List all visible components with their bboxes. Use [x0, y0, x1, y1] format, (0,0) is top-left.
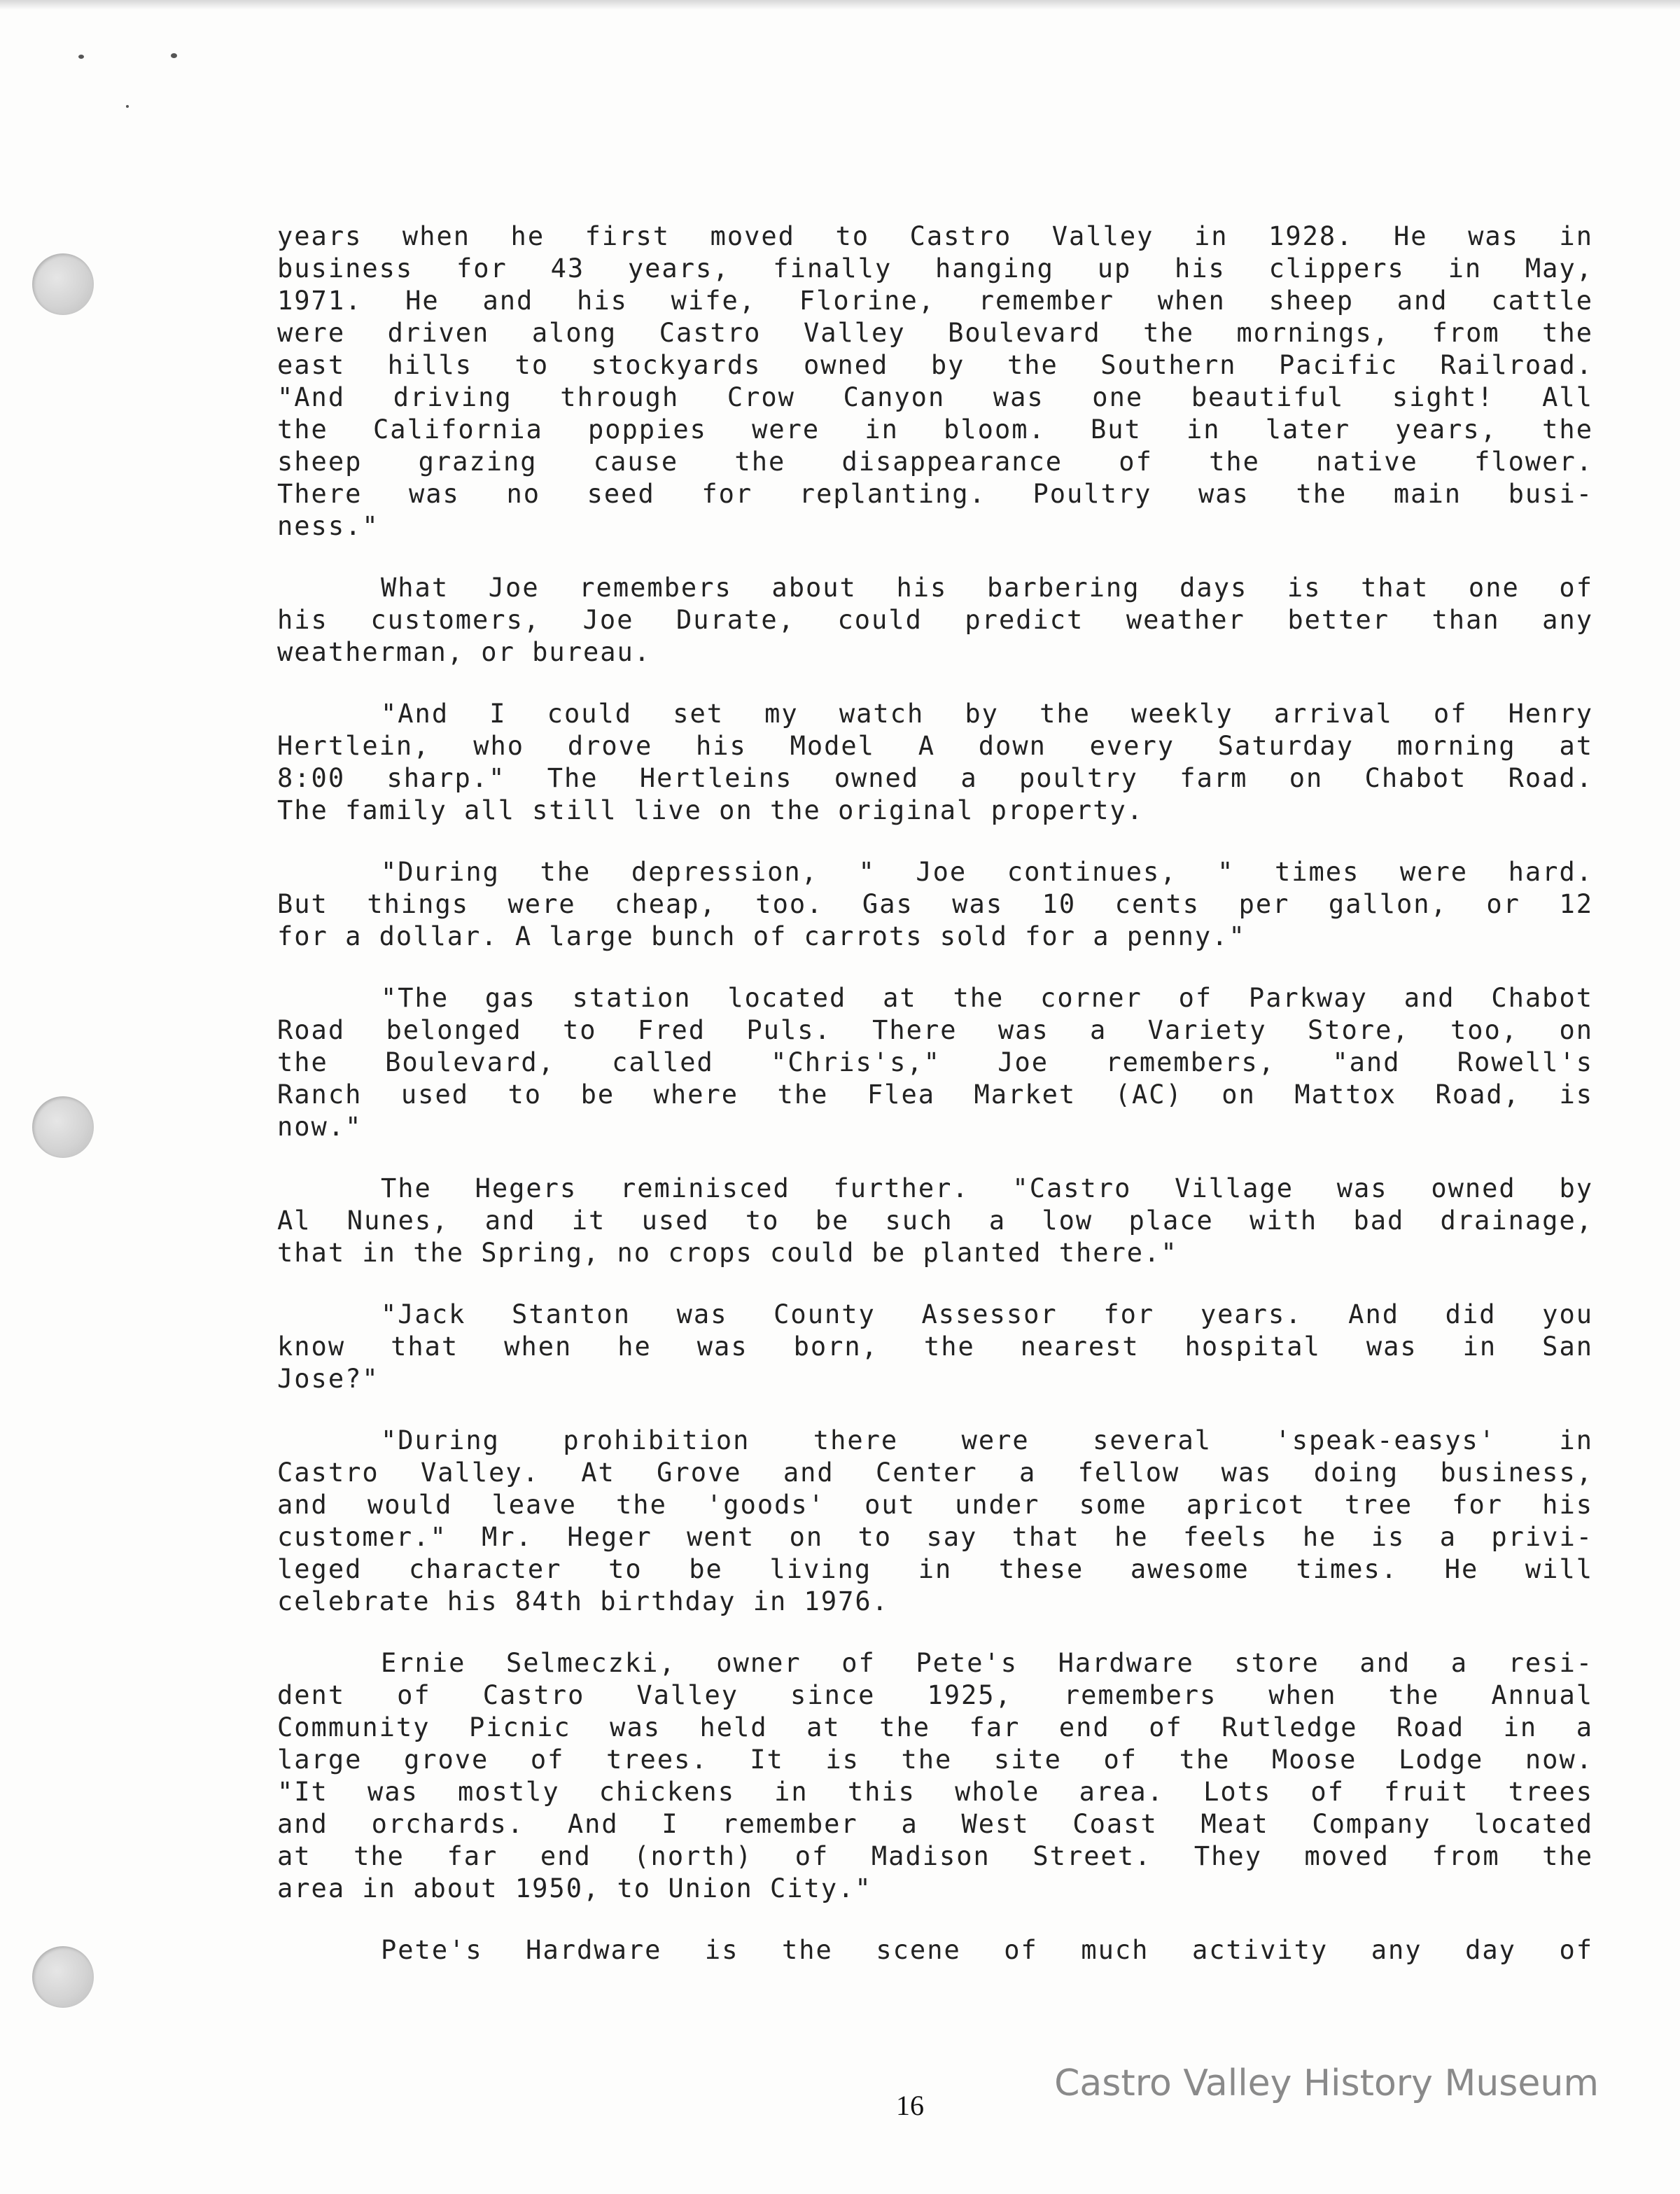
- text-line: leged character to be living in these awesome times. He will: [277, 1554, 1593, 1584]
- binder-hole-top: [32, 253, 94, 315]
- text-line: business for 43 years, finally hanging up his clippers in May,: [277, 253, 1593, 284]
- text-line: celebrate his 84th birthday in 1976.: [277, 1586, 889, 1616]
- paragraph-7: [277, 1299, 1593, 1395]
- text-line: What Joe remembers about his barbering days is that one of: [381, 573, 1593, 603]
- text-line: now.": [277, 1112, 363, 1142]
- text-line: dent of Castro Valley since 1925, remembers when the Annual: [277, 1680, 1593, 1710]
- text-line: area in about 1950, to Union City.": [277, 1873, 872, 1903]
- text-line: his customers, Joe Durate, could predict weather better than any: [277, 605, 1593, 635]
- text-line: There was no seed for replanting. Poultry was the main busi-: [277, 479, 1593, 509]
- scan-top-edge: [0, 0, 1680, 10]
- paragraph-3: [277, 698, 1593, 827]
- paragraph-4: [277, 856, 1593, 953]
- text-line: that in the Spring, no crops could be planted there.": [277, 1238, 1178, 1268]
- text-line: know that when he was born, the nearest hospital was in San: [277, 1332, 1593, 1362]
- binder-hole-bottom: [32, 1946, 94, 2008]
- text-line: But things were cheap, too. Gas was 10 cents per gallon, or 12: [277, 889, 1593, 919]
- scan-speck: [171, 53, 177, 58]
- page-number: 16: [896, 2090, 924, 2121]
- text-line: east hills to stockyards owned by the Southern Pacific Railroad.: [277, 350, 1593, 380]
- text-line: the California poppies were in bloom. But in later years, the: [277, 414, 1593, 445]
- text-line: weatherman, or bureau.: [277, 637, 652, 667]
- text-line: large grove of trees. It is the site of the Moose Lodge now.: [277, 1745, 1593, 1775]
- text-line: at the far end (north) of Madison Street. They moved from the: [277, 1841, 1593, 1871]
- text-line: Jose?": [277, 1364, 379, 1394]
- scan-speck: [78, 55, 84, 59]
- text-line: Community Picnic was held at the far end of Rutledge Road in a: [277, 1712, 1593, 1742]
- binder-hole-middle: [32, 1096, 94, 1158]
- paragraph-2: [277, 572, 1593, 669]
- text-line: for a dollar. A large bunch of carrots sold for a penny.": [277, 921, 1246, 951]
- paragraph-9: [277, 1647, 1593, 1905]
- text-line: "And driving through Crow Canyon was one beautiful sight! All: [277, 382, 1593, 412]
- paragraph-1: [277, 221, 1593, 543]
- text-line: Ranch used to be where the Flea Market (AC) on Mattox Road, is: [277, 1079, 1593, 1110]
- text-line: The Hegers reminisced further. "Castro Village was owned by: [381, 1173, 1593, 1203]
- text-line: and orchards. And I remember a West Coast Meat Company located: [277, 1809, 1593, 1839]
- text-line: "And I could set my watch by the weekly arrival of Henry: [381, 699, 1593, 729]
- text-line: sheep grazing cause the disappearance of the native flower.: [277, 447, 1593, 477]
- text-line: "During the depression, " Joe continues, " times were hard.: [381, 857, 1593, 887]
- paragraph-6: [277, 1173, 1593, 1269]
- text-line: were driven along Castro Valley Boulevard the mornings, from the: [277, 318, 1593, 348]
- text-line: Pete's Hardware is the scene of much activity any day of: [381, 1935, 1593, 1965]
- text-line: Road belonged to Fred Puls. There was a Variety Store, too, on: [277, 1015, 1593, 1045]
- text-line: The family all still live on the original property.: [277, 795, 1144, 825]
- text-line: 8:00 sharp." The Hertleins owned a poultry farm on Chabot Road.: [277, 763, 1593, 793]
- text-line: Hertlein, who drove his Model A down every Saturday morning at: [277, 731, 1593, 761]
- paragraph-5: [277, 982, 1593, 1143]
- scan-speck: [126, 105, 129, 108]
- text-line: "It was mostly chickens in this whole area. Lots of fruit trees: [277, 1777, 1593, 1807]
- text-line: "During prohibition there were several 'speak-easys' in: [381, 1425, 1593, 1455]
- text-line: customer." Mr. Heger went on to say that he feels he is a privi-: [277, 1522, 1593, 1552]
- text-line: "Jack Stanton was County Assessor for years. And did you: [381, 1299, 1593, 1329]
- text-line: years when he first moved to Castro Valley in 1928. He was in: [277, 221, 1593, 251]
- paragraph-8: [277, 1425, 1593, 1618]
- text-line: ness.": [277, 511, 379, 541]
- museum-watermark: Castro Valley History Museum: [1054, 2062, 1599, 2104]
- text-line: "The gas station located at the corner of Parkway and Chabot: [381, 983, 1593, 1013]
- text-line: Castro Valley. At Grove and Center a fellow was doing business,: [277, 1458, 1593, 1488]
- text-line: the Boulevard, called "Chris's," Joe remembers, "and Rowell's: [277, 1047, 1593, 1077]
- text-line: 1971. He and his wife, Florine, remember when sheep and cattle: [277, 286, 1593, 316]
- text-line: and would leave the 'goods' out under some apricot tree for his: [277, 1490, 1593, 1520]
- paragraph-10: [277, 1934, 1593, 1966]
- typed-body-text: [277, 221, 1593, 1996]
- text-line: Ernie Selmeczki, owner of Pete's Hardware store and a resi-: [381, 1648, 1593, 1678]
- text-line: Al Nunes, and it used to be such a low place with bad drainage,: [277, 1206, 1593, 1236]
